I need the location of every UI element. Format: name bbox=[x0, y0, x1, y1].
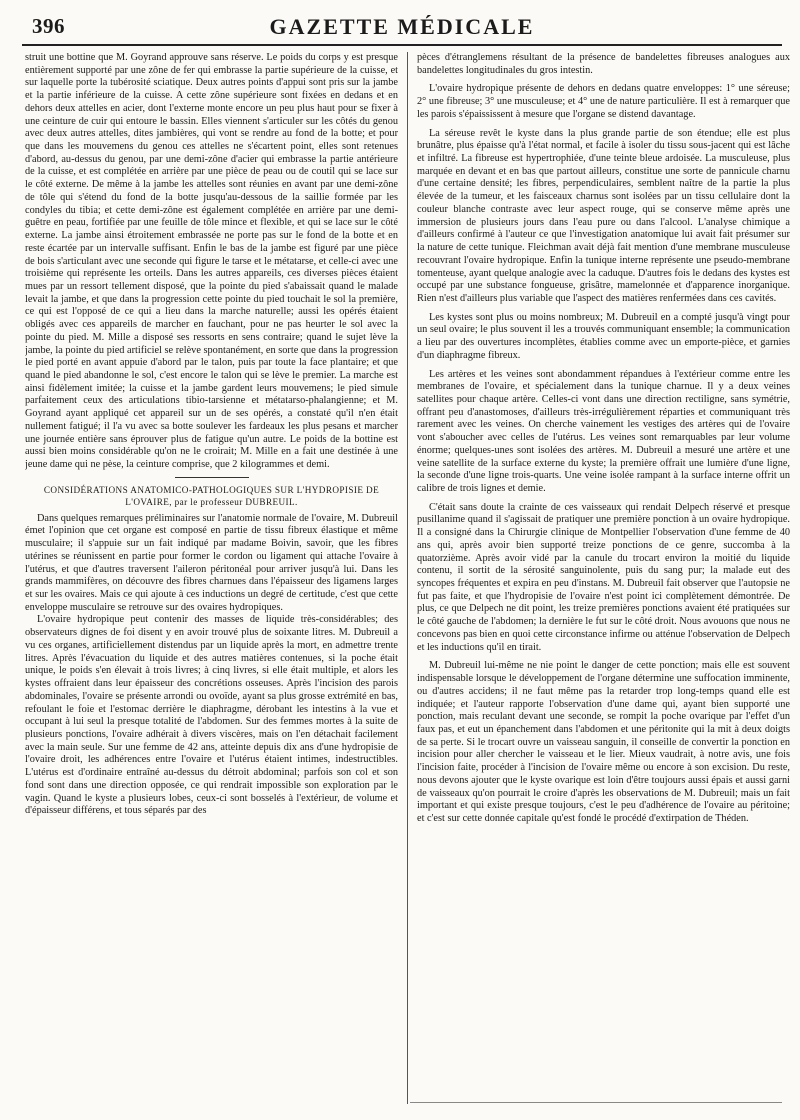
footer-rule bbox=[410, 1102, 782, 1103]
right-column bbox=[417, 52, 790, 1112]
journal-title: GAZETTE MÉDICALE bbox=[269, 14, 535, 39]
article-paragraph: L'ovaire hydropique présente de dehors en dedans quatre enveloppes: 1° une séreuse; 2° une fibreuse; 3° une musculeuse; et 4° une de nature particulière. Il est à remarquer que les parois s'épaississent à mesure que l'organe se distend davantage. bbox=[417, 83, 790, 120]
article-paragraph: M. Dubreuil lui-même ne nie point le danger de cette ponction; mais elle est souvent indispensable lorsque le développement de l'organe détermine une suffocation imminente, ou d'autres accidens; il ne faut même pas la retarder trop long-temps quand elle est indiquée; et l'auteur rapporte l'observation d'une dame qui, ayant bien supporté une ponction, mais reculant devant une seconde, se rompit la poche ovarique par l'effet d'un faux pas, et eut un épanchement dans l'abdomen et une péritonite qui la mit à deux doigts de sa perte. Si le trocart ouvre un vaisseau sanguin, il conseille de convertir la ponction en incision pour aller chercher le vaisseau et le lier. Mieux vaudrait, à notre avis, une fois l'incision faite, procéder à l'incision de l'ovaire même ou encore à son excision. Du reste, nous devons ajouter que le kyste ovarique est loin d'être toujours aussi épais et aussi garni de vaisseaux qu'on pourrait le croire d'après les observations de M. Dubreuil; mais un fait important et qui existe presque toujours, c'est le peu d'adhérence de l'ovaire au péritoine; et c'est sur cette donnée capitale qu'est fondé le procédé d'extirpation de Théden. bbox=[417, 660, 790, 824]
article-paragraph: Les kystes sont plus ou moins nombreux; M. Dubreuil en a compté jusqu'à vingt pour un seul ovaire; le plus souvent il les a trouvés communiquant ensemble; la communication a lieu par des ouvertures incomplètes, établies comme avec un emporte-pièce, et garnies d'un diaphragme fibreux. bbox=[417, 311, 790, 361]
article-paragraph: Dans quelques remarques préliminaires sur l'anatomie normale de l'ovaire, M. Dubreuil émet l'opinion que cet organe est composé en partie de tissu fibreux élastique et même musculaire; il s'appuie sur un fait indiqué par madame Boivin, savoir, que les fibres utérines se réunissent en partie pour former le cordon ou ligament qui attache l'ovaire à l'utérus, et que d'autres traversent l'aileron péritonéal pour arriver jusqu'à lui. Dans les grands mammifères, on découvre des fibres charnues dans l'épaisseur des ligamens larges et sur les ovaires. Mais ce qui ajoute à ces inductions un degré de certitude, c'est que cette enveloppe musculaire se retrouve sur des ovaires hydropiques. bbox=[25, 512, 398, 613]
article-paragraph: C'était sans doute la crainte de ces vaisseaux qui rendait Delpech réservé et presque pusillanime quand il s'agissait de pratiquer une première ponction à un ovaire hydropique. Il a consigné dans la Chirurgie clinique de Montpellier l'observation d'une femme de 40 ans qui, après avoir bien supporté treize ponctions de ce genre, succomba à la quatorzième. Après avoir vidé par la canule du trocart environ la moitié du liquide contenu, il sortit de la sérosité sanguinolente, puis du sang pur; la malade eut des syncopes fréquentes et expira en peu d'instans. M. Dubreuil fait observer que l'autopsie ne fut pas faite, et que l'hydropisie de l'ovaire n'est point ici complètement démontrée. De plus, ce que Delpech ne dit point, les treize premières ponctions avaient été pratiquées sur le côté gauche de l'abdomen; la dernière le fut sur le côté droit. Nous avouons que nous ne concevons pas bien en quoi cette circonstance infirme ou atténue l'observation de Delpech et les inductions qu'il en tirait. bbox=[417, 501, 790, 653]
left-column bbox=[25, 52, 398, 1112]
page-header bbox=[22, 8, 782, 46]
section-divider bbox=[175, 477, 249, 478]
continued-paragraph: pèces d'étranglemens résultant de la présence de bandelettes fibreuses analogues aux bandelettes longitudinales du gros intestin. bbox=[417, 52, 790, 76]
continued-paragraph: struit une bottine que M. Goyrand approuve sans réserve. Le poids du corps y est presque entièrement supporté par une zône de fer qui embrasse la partie supérieure de la cuisse, et sur laquelle porte la tubérosité sciatique. Deux autres points d'appui sont pris sur la jambe et la partie inférieure de la cuisse. A cette zône supérieure sont fixées en dedans et en dehors deux attelles en acier, dont l'externe monte encore un peu plus haut pour se fixer à une ceinture de cuir qui entoure le bassin. Elles viennent s'articuler sur les côtés du genou avec deux autres attelles, dites jambières, qui vont se rendre au fond de la botte; et pour que dans les mouvemens du genou ces attelles ne s'écartent point, elles sont retenues d'abord, au-dessus du genou, par une demi-zône d'acier qui embrasse la partie antérieure de la cuisse, et est complétée en arrière par une pièce de peau ou de coutil qui se lace sur le côté externe. De même à la jambe les attelles sont réunies en avant par une demi-zône de tôle qui s'étend du fond de la botte jusqu'au-dessous de la saillie formée par les condyles du tibia; et cette demi-zône est également complétée en arrière par une demi-guêtre en peau, fortifiée par une feuille de tôle mince et flexible, et qui se lace sur le côté externe. La jambe ainsi étroitement embrassée ne porte pas sur le fond de la botte et en reste écartée par un intervalle suffisant. Enfin le bas de la jambe est figuré par une pièce de bois s'articulant avec une seconde qui figure le tarse et le métatarse, et celle-ci avec une troisième qui représente les orteils. Dans les autres appareils, ces diverses pièces étaient mues par un ressort tellement disposé, que la pointe du pied s'abaissait quand le malade levait la jambe, et que dans la progression cette pointe du pied touchait le sol la première, ce qui est l'opposé de ce qui a lieu dans la marche naturelle; aussi les opérés étaient obligés avec ces appareils de marcher en fauchant, pour ne pas heurter le sol avec la pointe du pied. M. Mille a disposé ses ressorts en sens contraire; quand le sujet lève la jambe, la pointe du pied artificiel se relève spontanément, en sorte que dans la progression le pied porté en avant appuie d'abord par le talon, puis par toute la face plantaire; et que quand le pied abandonne le sol, c'est encore le talon qui se lève le premier. La marche est ainsi fidèlement imitée; la cuisse et la jambe gardent leurs mouvemens; le pied simule parfaitement ceux des articulations tibio-tarsienne et métatarso-phalangienne; et M. Goyrand ayant appliqué cet appareil sur un de ses opérés, a constaté qu'il n'en était nullement fatigué; il l'a vu avec sa botte soulever les fardeaux les plus pesans et marcher une journée entière sans éprouver plus de fatigue qu'un autre. Le poids de la bottine est aussi bien moins considérable qu'on ne le croirait; M. Mille en a fait une destinée à une jeune dame qui ne pèse, la ceinture comprise, que 2 kilogrammes et demi. bbox=[25, 52, 398, 470]
article-paragraph: L'ovaire hydropique peut contenir des masses de liquide très-considérables; des observateurs dignes de foi disent y en avoir trouvé plus de soixante litres. M. Dubreuil a vu ces organes, artificiellement distendus par un liquide après la mort, en admettre trente litres. Après l'évacuation du liquide et des autres matières contenues, si la poche était unique, le poids s'en élevait à trois livres; à cinq livres, si elle était multiple, et alors les kystes offraient dans leur épaisseur des concrétions osseuses. Après l'incision des parois abdominales, l'ovaire se présente arrondi ou ovoïde, ayant sa plus grosse extrémité en bas, refoulant le foie et l'estomac derrière le diaphragme, dérobant les intestins à la vue et occupant à lui seul la presque totalité de l'abdomen. Sur des femmes mortes à la suite de plusieurs ponctions, l'ovaire adhérait à divers viscères, mais on l'en détachait facilement avec la main seule. Sur une femme de 42 ans, atteinte depuis dix ans d'une hydropisie de l'ovaire droit, les adhérences entre l'ovaire et l'utérus étaient intimes, indestructibles. L'utérus est d'ordinaire entraîné au-dessus du détroit abdominal; parfois son col et son fond sont dans une direction opposée, ce qui rendrait impossible son exploration par le vagin. Quand le kyste a plusieurs lobes, ceux-ci sont bosselés à l'extérieur, de volume et d'épaisseur différens, et tous séparés par des bbox=[25, 614, 398, 817]
article-paragraph: La séreuse revêt le kyste dans la plus grande partie de son étendue; elle est plus brunâtre, plus épaisse qu'à l'état normal, et facile à isoler du tissu sous-jacent qui est lâche et infiltré. La fibreuse est hypertrophiée, d'une teinte bleue ardoisée. La musculeuse, plus marquée en devant et en bas que partout ailleurs, constitue une sorte de pannicule charnu d'une certaine densité; les fibres, perpendiculaires, semblent naître de la partie la plus élevée de la tumeur, et les faisceaux charnus sont isolées par un tissu cellulaire dont la couleur blanche contraste avec leur aspect rouge, qui se conserve même après une immersion de plusieurs jours dans l'eau pure ou dans l'alcool. L'analyse chimique a d'ailleurs confirmé à l'auteur ce que l'investigation anatomique lui avait fait présumer sur la nature de cette tunique. Fleichman avait déjà fait mention d'une membrane musculeuse recouvrant l'ovaire hydropique. Enfin la tunique interne représente une pseudo-membrane tomenteuse, ayant quelque analogie avec la caduque. D'autres fois le dedans des kystes est occupé par une substance fongueuse, grisâtre, mamelonnée et d'apparence inorganique. Rien n'est d'ailleurs plus variable que l'aspect des matières renfermées dans ces cavités. bbox=[417, 127, 790, 304]
article-paragraph: Les artères et les veines sont abondamment répandues à l'extérieur comme entre les membranes de l'ovaire, et spécialement dans la tunique charnue. Il y a deux veines satellites pour chaque artère. Celles-ci vont dans une direction rectiligne, sans symétrie, offrant peu d'anastomoses, d'ailleurs très-irrégulièrement réparties et communiquant très rarement avec les veines. On cherche vainement les vestiges des artères qui de l'ovaire vont s'aboucher avec celles de l'utérus. Les veines sont remarquables par leur volume énorme; quelques-unes sont isolées des artères. M. Dubreuil a mesuré une artère et une veine satellite de la surface externe du kyste; la première offrait une lumière d'une ligne, la seconde d'une ligne trois-quarts. Une veine isolée rampant à la surface interne offrit un calibre de trois lignes et demie. bbox=[417, 368, 790, 494]
column-divider bbox=[407, 52, 408, 1104]
page-number: 396 bbox=[32, 14, 65, 38]
article-heading: CONSIDÉRATIONS ANATOMICO-PATHOLOGIQUES SUR L'HYDROPISIE DE L'OVAIRE, par le professeur DUBREUIL. bbox=[43, 484, 380, 507]
